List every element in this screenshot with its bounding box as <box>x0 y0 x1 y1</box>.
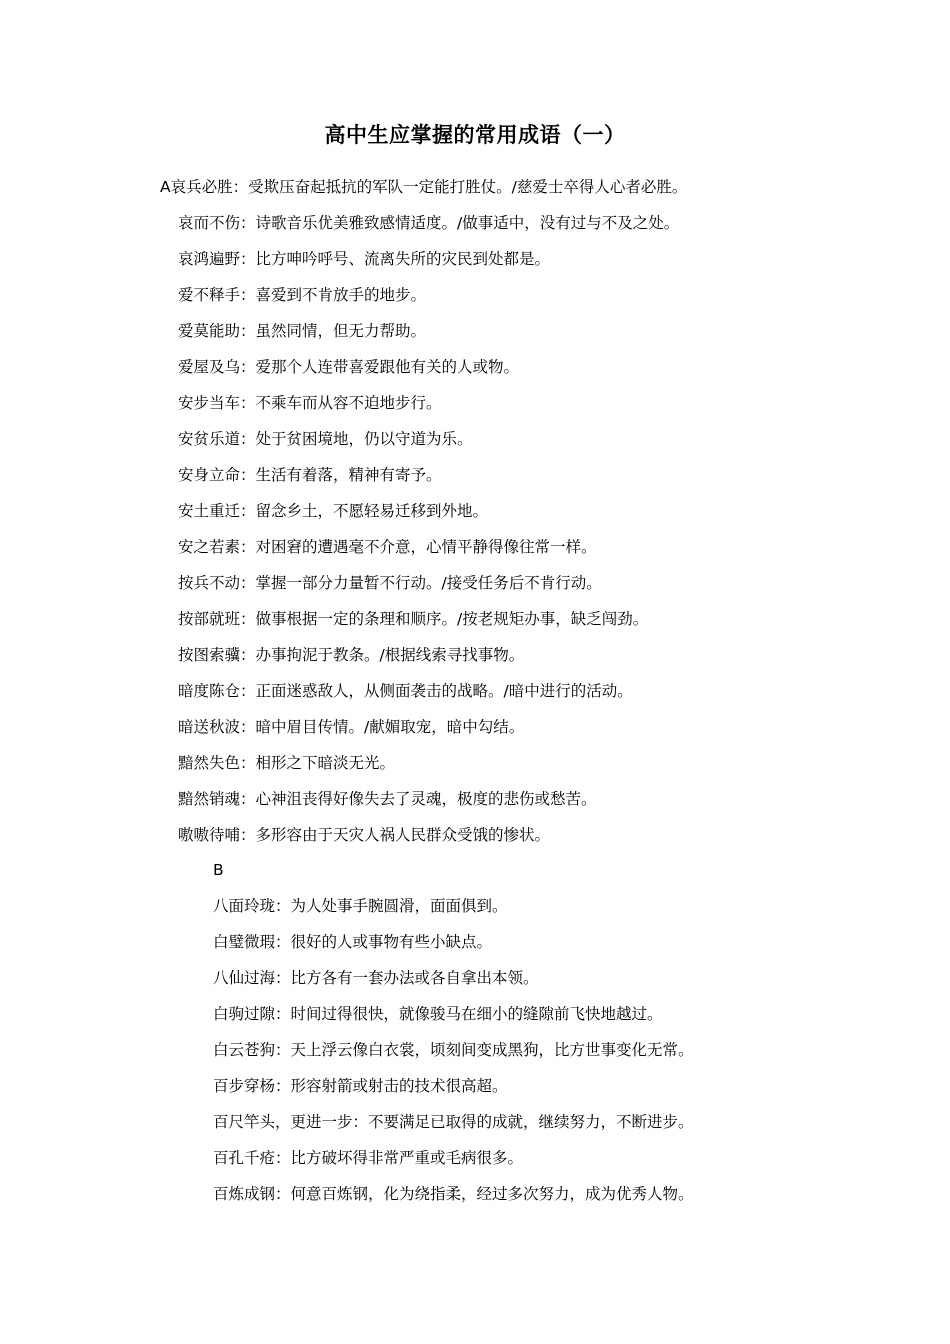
idiom-entry: 哀鸿遍野：比方呻吟呼号、流离失所的灾民到处都是。 <box>178 250 551 268</box>
idiom-entry: 百步穿杨：形容射箭或射击的技术很高超。 <box>213 1077 508 1095</box>
idiom-entry: 八面玲珑：为人处事手腕圆滑，面面俱到。 <box>213 897 508 915</box>
idiom-entry: 嗷嗷待哺：多形容由于天灾人祸人民群众受饿的惨状。 <box>178 826 551 844</box>
idiom-entry: 黯然销魂：心神沮丧得好像失去了灵魂，极度的悲伤或愁苦。 <box>178 790 597 808</box>
idiom-entry: 爱屋及乌：爱那个人连带喜爱跟他有关的人或物。 <box>178 358 520 376</box>
idiom-entry: 安之若素：对困窘的遭遇毫不介意，心情平静得像往常一样。 <box>178 538 597 556</box>
idiom-entry: 百尺竿头，更进一步：不要满足已取得的成就，继续努力，不断进步。 <box>213 1113 694 1131</box>
idiom-entry: 白璧微瑕：很好的人或事物有些小缺点。 <box>213 933 493 951</box>
idiom-entry: 安步当车：不乘车而从容不迫地步行。 <box>178 394 442 412</box>
idiom-entry: 八仙过海：比方各有一套办法或各自拿出本领。 <box>213 969 539 987</box>
document-title: 高中生应掌握的常用成语（一） <box>324 123 626 147</box>
idiom-entry: 百炼成钢：何意百炼钢，化为绕指柔，经过多次努力，成为优秀人物。 <box>213 1185 694 1203</box>
idiom-entry: 爱莫能助：虽然同情，但无力帮助。 <box>178 322 427 340</box>
idiom-entry: 按图索骥：办事拘泥于教条。/根据线索寻找事物。 <box>178 646 525 664</box>
idiom-entry-first <box>160 177 687 197</box>
idiom-entry: 安贫乐道：处于贫困境地，仍以守道为乐。 <box>178 430 473 448</box>
idiom-entry: 黯然失色：相形之下暗淡无光。 <box>178 754 396 772</box>
idiom-entry: 百孔千疮：比方破坏得非常严重或毛病很多。 <box>213 1149 524 1167</box>
section-letter-a: A <box>160 178 171 196</box>
idiom-entry: 暗送秋波：暗中眉目传情。/献媚取宠，暗中勾结。 <box>178 718 525 736</box>
idiom-entry: 白云苍狗：天上浮云像白衣裳，顷刻间变成黑狗，比方世事变化无常。 <box>213 1041 694 1059</box>
idiom-entry: 白驹过隙：时间过得很快，就像骏马在细小的缝隙前飞快地越过。 <box>213 1005 663 1023</box>
idiom-entry: 哀而不伤：诗歌音乐优美雅致感情适度。/做事适中，没有过与不及之处。 <box>178 214 680 232</box>
idiom-entry: 安身立命：生活有着落，精神有寄予。 <box>178 466 442 484</box>
idiom-entry: 按兵不动：掌握一部分力量暂不行动。/接受任务后不肯行动。 <box>178 574 602 592</box>
section-letter-b: B <box>213 861 224 879</box>
idiom-entry: 安土重迁：留念乡土，不愿轻易迁移到外地。 <box>178 502 489 520</box>
idiom-entry: 暗度陈仓：正面迷惑敌人，从侧面袭击的战略。/暗中进行的活动。 <box>178 682 633 700</box>
idiom-entry: 按部就班：做事根据一定的条理和顺序。/按老规矩办事，缺乏闯劲。 <box>178 610 649 628</box>
idiom-entry: 爱不释手：喜爱到不肯放手的地步。 <box>178 286 427 304</box>
idiom-text: 哀兵必胜：受欺压奋起抵抗的军队一定能打胜仗。/慈爱士卒得人心者必胜。 <box>170 178 688 196</box>
